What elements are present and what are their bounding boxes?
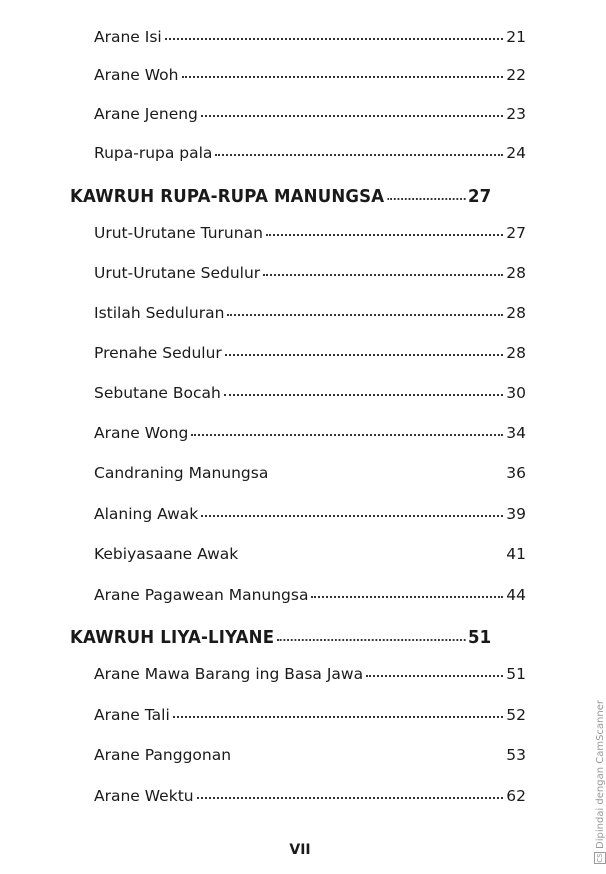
dot-leader: [387, 197, 465, 200]
dot-leader: [266, 233, 503, 236]
camscanner-icon: CS: [596, 853, 604, 863]
toc-entry-urut-urutane-turunan: [94, 224, 526, 242]
toc-chapter-rupa-rupa-manungsa: [70, 186, 491, 207]
toc-entry-page: 30: [506, 384, 526, 402]
toc-entry-istilah-seduluran: [94, 304, 526, 322]
toc-entry-title: Arane Jeneng: [94, 105, 198, 123]
dot-leader: [271, 473, 503, 476]
watermark-text: Dipindai dengan CamScanner: [595, 700, 606, 849]
toc-entry-arane-wektu: [94, 787, 526, 805]
dot-leader: [201, 514, 503, 517]
toc-entry-page: 53: [506, 746, 526, 764]
toc-entry-title: Arane Pagawean Manungsa: [94, 586, 309, 604]
toc-entry-arane-isi: [94, 28, 526, 46]
toc-entry-page: 62: [506, 787, 526, 805]
toc-entry-page: 36: [506, 464, 526, 482]
toc-entry-sebutane-bocah: [94, 384, 526, 402]
dot-leader: [165, 37, 503, 40]
page-number: VII: [289, 842, 311, 858]
toc-entry-arane-mawa-barang: [94, 665, 526, 683]
toc-entry-candraning-manungsa: [94, 464, 526, 482]
toc-entry-title: Arane Panggonan: [94, 746, 232, 764]
toc-entry-title: Urut-Urutane Sedulur: [94, 264, 261, 282]
toc-entry-page: 21: [506, 28, 526, 46]
toc-entry-title: Rupa-rupa pala: [94, 144, 213, 162]
dot-leader: [173, 715, 503, 718]
dot-leader: [227, 313, 503, 316]
dot-leader: [224, 393, 503, 396]
dot-leader: [191, 433, 503, 436]
toc-chapter-liya-liyane: [70, 627, 491, 648]
toc-entry-page: 22: [506, 66, 526, 84]
toc-entry-page: 51: [506, 665, 526, 683]
toc-chapter-title: KAWRUH RUPA-RUPA MANUNGSA: [70, 186, 385, 207]
dot-leader: [366, 674, 503, 677]
toc-entry-prenahe-sedulur: [94, 344, 526, 362]
dot-leader: [215, 153, 503, 156]
toc-entry-arane-woh: [94, 66, 526, 84]
scanner-watermark: [594, 700, 606, 864]
toc-entry-page: 28: [506, 344, 526, 362]
toc-entry-title: Alaning Awak: [94, 505, 199, 523]
dot-leader: [263, 273, 503, 276]
dot-leader: [241, 554, 503, 557]
toc-entry-arane-jeneng: [94, 105, 526, 123]
dot-leader: [182, 75, 504, 78]
toc-entry-page: 28: [506, 304, 526, 322]
toc-entry-page: 24: [506, 144, 526, 162]
toc-entry-page: 28: [506, 264, 526, 282]
toc-entry-title: Kebiyasaane Awak: [94, 545, 239, 563]
toc-entry-title: Urut-Urutane Turunan: [94, 224, 263, 242]
toc-entry-title: Arane Woh: [94, 66, 179, 84]
dot-leader: [277, 638, 465, 641]
toc-entry-title: Arane Wektu: [94, 787, 194, 805]
dot-leader: [201, 114, 503, 117]
toc-entry-arane-tali: [94, 706, 526, 724]
toc-entry-title: Arane Wong: [94, 424, 189, 442]
toc-entry-title: Candraning Manungsa: [94, 464, 269, 482]
dot-leader: [197, 796, 503, 799]
toc-entry-urut-urutane-sedulur: [94, 264, 526, 282]
dot-leader: [225, 353, 503, 356]
dot-leader: [234, 755, 503, 758]
toc-entry-title: Sebutane Bocah: [94, 384, 221, 402]
toc-entry-page: 44: [506, 586, 526, 604]
toc-chapter-page: 27: [467, 186, 492, 207]
dot-leader: [311, 595, 503, 598]
toc-entry-page: 39: [506, 505, 526, 523]
toc-entry-page: 34: [506, 424, 526, 442]
toc-chapter-title: KAWRUH LIYA-LIYANE: [70, 627, 275, 648]
toc-entry-page: 23: [506, 105, 526, 123]
toc-entry-title: Istilah Seduluran: [94, 304, 225, 322]
toc-entry-title: Arane Isi: [94, 28, 162, 46]
toc-entry-rupa-rupa-pala: [94, 144, 526, 162]
toc-entry-title: Prenahe Sedulur: [94, 344, 222, 362]
toc-entry-kebiyasaane-awak: [94, 545, 526, 563]
toc-entry-title: Arane Mawa Barang ing Basa Jawa: [94, 665, 364, 683]
toc-entry-page: 41: [506, 545, 526, 563]
toc-entry-alaning-awak: [94, 505, 526, 523]
toc-entry-arane-pagawean-manungsa: [94, 586, 526, 604]
toc-entry-page: 27: [506, 224, 526, 242]
toc-entry-page: 52: [506, 706, 526, 724]
toc-entry-arane-wong: [94, 424, 526, 442]
toc-chapter-page: 51: [467, 627, 492, 648]
toc-entry-title: Arane Tali: [94, 706, 170, 724]
toc-entry-arane-panggonan: [94, 746, 526, 764]
